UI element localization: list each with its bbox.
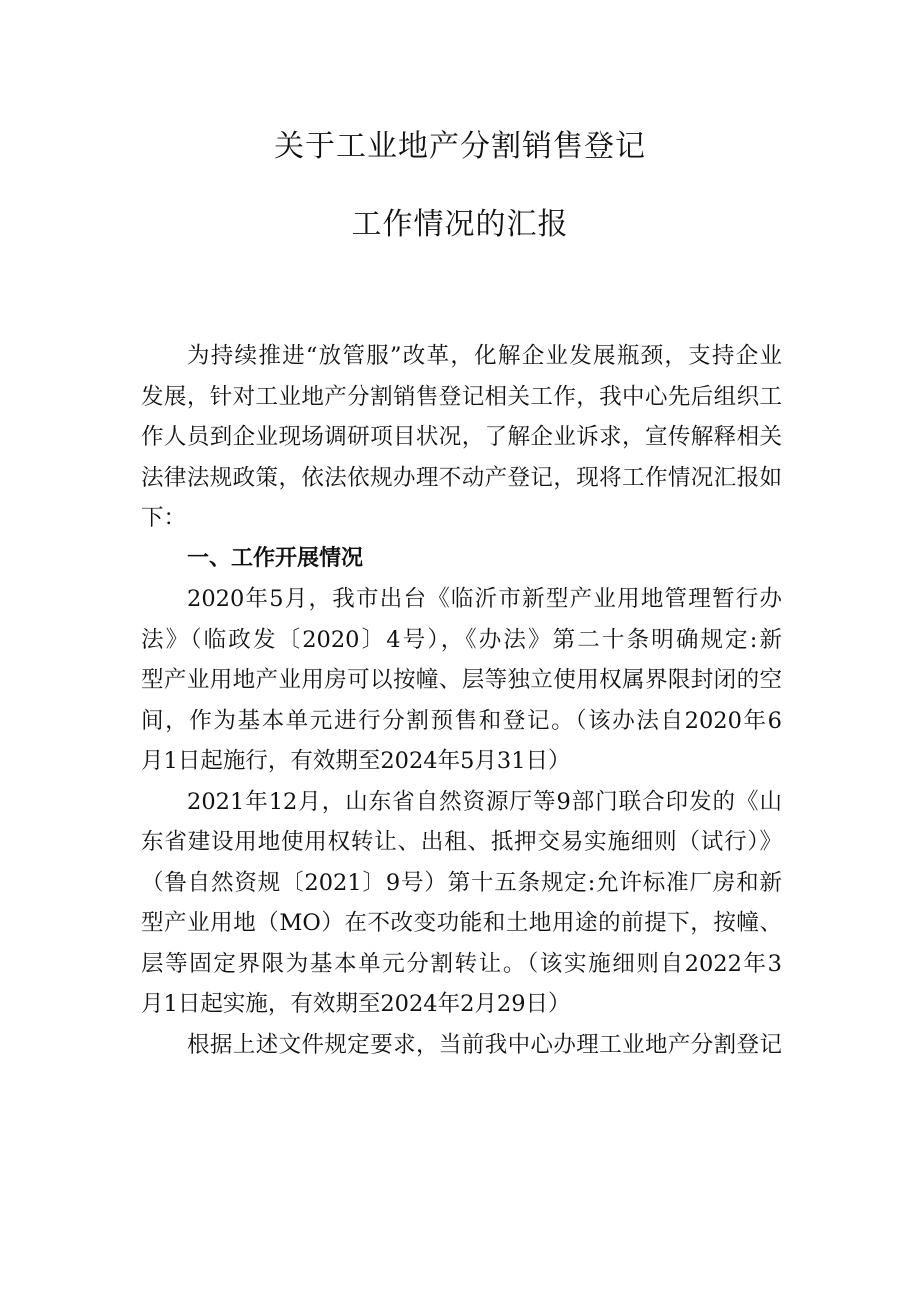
document-title-line-1: 关于工业地产分割销售登记 xyxy=(274,129,646,164)
paragraph-line: 为持续推进“放管服”改革，化解企业发展瓶颈，支持企业 xyxy=(187,343,782,369)
intro-paragraph xyxy=(141,336,782,539)
paragraph-line: （鲁自然资规〔2021〕9号）第十五条规定:允许标准厂房和新 xyxy=(141,869,782,896)
paragraph-line: 法》（临政发〔2020〕4号），《办法》第二十条明确规定:新 xyxy=(141,626,782,653)
paragraph-line: 东省建设用地使用权转让、出租、抵押交易实施细则（试行）》 xyxy=(141,829,782,855)
paragraph-current-practice xyxy=(141,1025,782,1066)
paragraph-line: 月1日起实施，有效期至2024年2月29日） xyxy=(141,991,571,1017)
paragraph-policy-2020 xyxy=(141,579,782,782)
paragraph-line: 根据上述文件规定要求，当前我中心办理工业地产分割登记 xyxy=(187,1031,782,1058)
paragraph-line: 间，作为基本单元进行分割预售和登记。（该办法自2020年6 xyxy=(141,707,782,734)
paragraph-line: 型产业用地产业用房可以按幢、层等独立使用权属界限封闭的空 xyxy=(141,667,782,693)
paragraph-line: 下： xyxy=(141,505,187,531)
paragraph-line: 2020年5月，我市出台《临沂市新型产业用地管理暂行办 xyxy=(187,586,782,612)
paragraph-line: 月1日起施行，有效期至2024年5月31日） xyxy=(141,748,571,774)
section-heading: 一、工作开展情况 xyxy=(187,545,364,571)
paragraph-line: 层等固定界限为基本单元分割转让。（该实施细则自2022年3 xyxy=(141,950,782,977)
document-body xyxy=(141,336,782,1065)
paragraph-line: 法律法规政策，依法依规办理不动产登记，现将工作情况汇报如 xyxy=(141,464,782,491)
paragraph-line: 作人员到企业现场调研项目状况，了解企业诉求，宣传解释相关 xyxy=(141,424,782,450)
paragraph-line: 发展，针对工业地产分割销售登记相关工作，我中心先后组织工 xyxy=(141,383,782,410)
paragraph-line: 2021年12月，山东省自然资源厅等9部门联合印发的《山 xyxy=(187,788,782,815)
paragraph-policy-2021 xyxy=(141,782,782,1025)
document-title-line-2: 工作情况的汇报 xyxy=(351,207,569,242)
paragraph-line: 型产业用地（MO）在不改变功能和土地用途的前提下，按幢、 xyxy=(141,910,782,936)
